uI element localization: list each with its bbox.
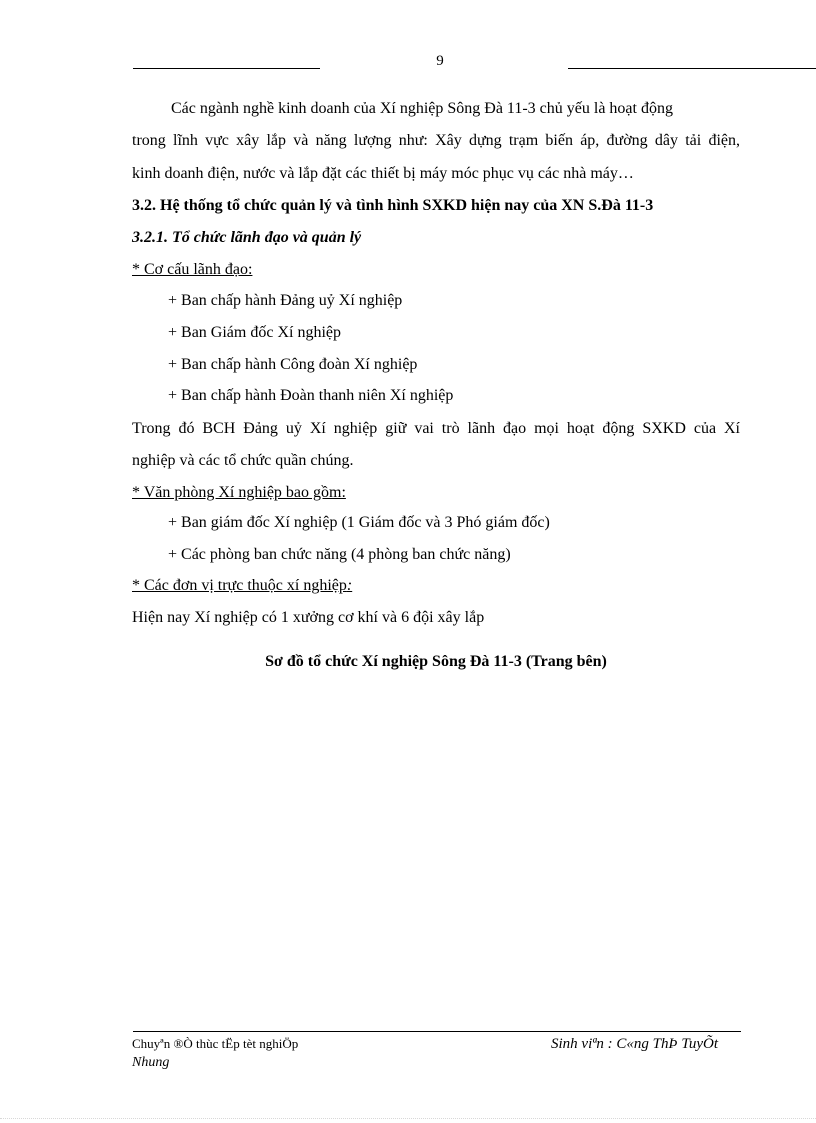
- leadership-label: * Cơ cấu lãnh đạo:: [132, 261, 253, 278]
- units-label-line: [132, 577, 352, 595]
- section-heading: 3.2. Hệ thống tổ chức quản lý và tình hình SXKD hiện nay của XN S.Đà 11-3: [132, 197, 654, 214]
- para2-line2: nghiệp và các tổ chức quần chúng.: [132, 452, 354, 469]
- para1-line1: Các ngành nghề kinh doanh của Xí nghiệp Sông Đà 11-3 chủ yếu là hoạt động: [171, 100, 673, 117]
- page-number: 9: [436, 53, 444, 69]
- leadership-item: + Ban chấp hành Đảng uỷ Xí nghiệp: [168, 292, 403, 309]
- units-text: Hiện nay Xí nghiệp có 1 xưởng cơ khí và 6 đội xây lắp: [132, 609, 485, 626]
- para2-line1: Trong đó BCH Đảng uỷ Xí nghiệp giữ vai trò lãnh đạo mọi hoạt động SXKD của Xí: [132, 420, 740, 437]
- para1-line3: kinh doanh điện, nước và lắp đặt các thiết bị máy móc phục vụ các nhà máy…: [132, 165, 634, 182]
- footer-right: Sinh viªn : C«ng ThÞ TuyÕt: [551, 1036, 719, 1052]
- para1-line2: trong lĩnh vực xây lắp và năng lượng như: Xây dựng trạm biến áp, đường dây tải điện,: [132, 132, 740, 149]
- footer-left-line2: Nhung: [132, 1055, 170, 1070]
- office-item: + Các phòng ban chức năng (4 phòng ban chức năng): [168, 546, 511, 563]
- header-rule-right: [568, 68, 816, 69]
- header-rule-left: [133, 68, 320, 69]
- office-label: * Văn phòng Xí nghiệp bao gồm:: [132, 484, 346, 501]
- page-bottom-border: [0, 1118, 816, 1119]
- leadership-item: + Ban chấp hành Đoàn thanh niên Xí nghiệp: [168, 387, 454, 404]
- footer-rule: [133, 1031, 741, 1032]
- leadership-item: + Ban Giám đốc Xí nghiệp: [168, 324, 341, 341]
- units-label: * Các đơn vị trực thuộc xí nghiệp: [132, 577, 347, 594]
- subsection-heading: 3.2.1. Tổ chức lãnh đạo và quản lý: [132, 229, 362, 246]
- leadership-item: + Ban chấp hành Công đoàn Xí nghiệp: [168, 356, 418, 373]
- footer-left-line1: Chuyªn ®Ò thùc tËp tèt nghiÖp: [132, 1036, 299, 1051]
- units-label-colon: :: [346, 577, 353, 594]
- org-chart-title: Sơ đồ tổ chức Xí nghiệp Sông Đà 11-3 (Trang bên): [265, 653, 607, 670]
- office-item: + Ban giám đốc Xí nghiệp (1 Giám đốc và 3 Phó giám đốc): [168, 514, 550, 531]
